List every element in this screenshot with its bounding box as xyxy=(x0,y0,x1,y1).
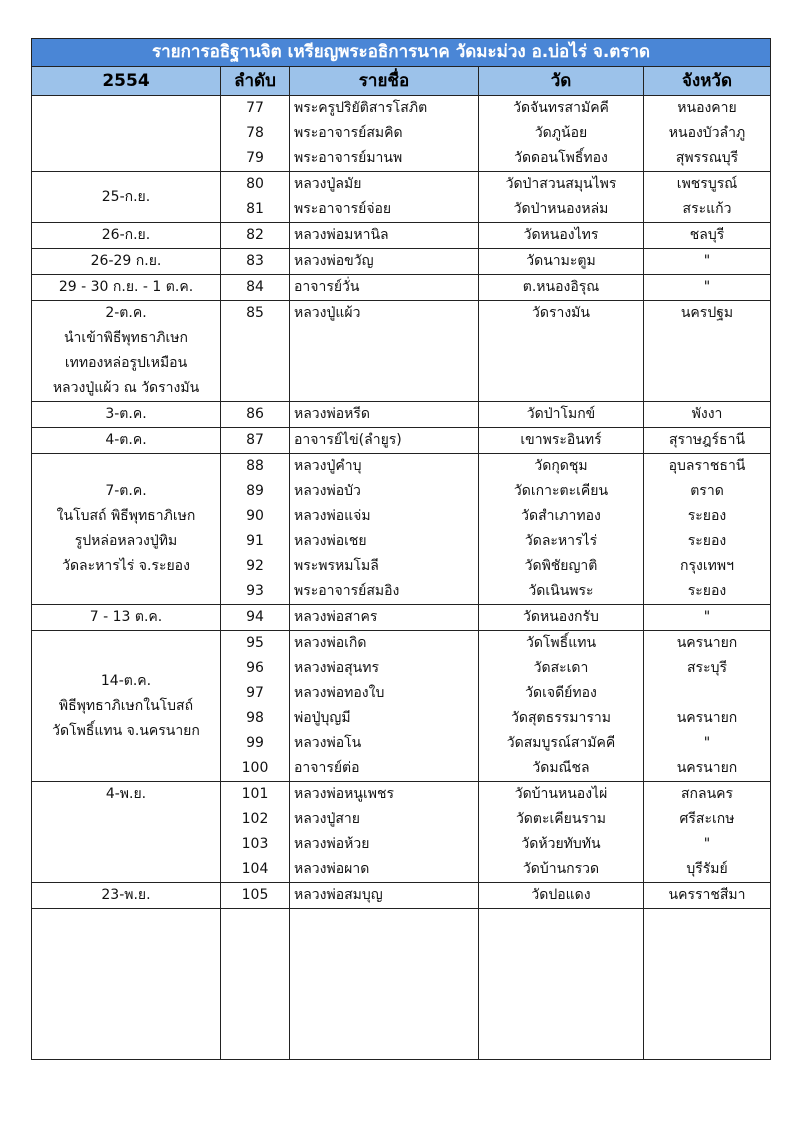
num-line: 82 xyxy=(246,227,264,243)
name-cell xyxy=(290,223,479,249)
name-cell xyxy=(290,631,479,782)
num-line: 100 xyxy=(241,760,269,776)
temple-cell xyxy=(479,96,644,172)
temple-line: วัดมณีชล xyxy=(532,760,590,776)
num-line: 87 xyxy=(246,432,264,448)
name-line: หลวงพ่อสาคร xyxy=(294,609,378,625)
num-line: 77 xyxy=(246,100,264,116)
temple-line: วัดเนินพระ xyxy=(528,583,594,599)
province-line: หนองบัวลำภู xyxy=(668,125,746,141)
province-line: ตราด xyxy=(690,483,724,499)
table-row xyxy=(32,631,771,782)
num-line: 84 xyxy=(246,279,264,295)
temple-cell xyxy=(479,782,644,883)
name-line: หลวงพ่อมหานิล xyxy=(294,227,389,243)
num-line: 83 xyxy=(246,253,264,269)
number-cell xyxy=(221,428,290,454)
num-line: 89 xyxy=(246,483,264,499)
temple-cell xyxy=(479,883,644,909)
temple-line: วัดนามะตูม xyxy=(526,253,596,269)
province-cell xyxy=(644,223,771,249)
num-line: 79 xyxy=(246,150,264,166)
table-row xyxy=(32,301,771,402)
table-row xyxy=(32,96,771,172)
temple-cell xyxy=(479,275,644,301)
num-line: 99 xyxy=(246,735,264,751)
temple-line: วัดโพธิ์แทน xyxy=(525,635,597,651)
date-cell xyxy=(32,96,221,172)
province-cell xyxy=(644,428,771,454)
num-line: 97 xyxy=(246,685,264,701)
table-row xyxy=(32,402,771,428)
province-line: สกลนคร xyxy=(680,786,734,802)
date-cell xyxy=(32,172,221,223)
name-cell xyxy=(290,402,479,428)
name-line: หลวงพ่อแจ่ม xyxy=(294,508,371,524)
temple-line: วัดสะเดา xyxy=(533,660,589,676)
temple-line: วัดป่าหนองหล่ม xyxy=(513,201,609,217)
name-cell xyxy=(290,172,479,223)
province-cell xyxy=(644,454,771,605)
name-line: หลวงพ่อขวัญ xyxy=(294,253,374,269)
empty-cell xyxy=(32,909,221,1060)
date-line: 29 - 30 ก.ย. - 1 ต.ค. xyxy=(58,279,194,295)
date-line: 7 - 13 ต.ค. xyxy=(89,609,163,625)
province-line: สระบุรี xyxy=(687,660,727,676)
date-cell xyxy=(32,223,221,249)
table-row xyxy=(32,883,771,909)
num-line: 90 xyxy=(246,508,264,524)
consecration-table xyxy=(31,38,771,1060)
temple-cell xyxy=(479,631,644,782)
temple-line: วัดเจดีย์ทอง xyxy=(525,685,597,701)
number-cell xyxy=(221,782,290,883)
name-line: พระพรหมโมลี xyxy=(294,558,379,574)
province-line: นครนายก xyxy=(676,760,738,776)
number-cell xyxy=(221,605,290,631)
province-line: หนองคาย xyxy=(677,100,737,116)
date-line: 25-ก.ย. xyxy=(101,188,151,205)
name-line: หลวงปู่สาย xyxy=(294,811,361,827)
province-cell xyxy=(644,249,771,275)
name-line: หลวงพ่อสมบุญ xyxy=(294,887,383,903)
province-line: นครนายก xyxy=(676,635,738,651)
temple-line: วัดรางมัน xyxy=(532,305,590,321)
province-cell xyxy=(644,96,771,172)
temple-line: วัดละหารไร่ xyxy=(524,533,598,549)
name-cell xyxy=(290,782,479,883)
province-line: สุพรรณบุรี xyxy=(675,150,739,166)
name-line: หลวงพ่อหนูเพชร xyxy=(294,786,394,802)
province-cell xyxy=(644,402,771,428)
name-line: หลวงพ่อเกิด xyxy=(294,635,367,651)
name-line: พระอาจารย์สมอิง xyxy=(294,583,400,599)
num-line: 78 xyxy=(246,125,264,141)
temple-cell xyxy=(479,402,644,428)
date-line: วัดโพธิ์แทน จ.นครนายก xyxy=(52,722,200,739)
table-row xyxy=(32,172,771,223)
date-cell xyxy=(32,249,221,275)
name-line: หลวงพ่อบัว xyxy=(294,483,361,499)
temple-line: วัดห้วยทับทัน xyxy=(521,836,601,852)
temple-line: วัดหนองไทร xyxy=(523,227,599,243)
table-row xyxy=(32,782,771,883)
number-cell xyxy=(221,454,290,605)
province-line xyxy=(644,681,770,706)
temple-cell xyxy=(479,223,644,249)
date-line: 26-ก.ย. xyxy=(101,227,151,243)
num-line: 96 xyxy=(246,660,264,676)
date-cell xyxy=(32,782,221,883)
empty-cell xyxy=(479,909,644,1060)
date-line: เททองหล่อรูปเหมือน xyxy=(64,355,188,371)
province-cell xyxy=(644,883,771,909)
province-line: อุบลราชธานี xyxy=(668,458,746,474)
province-line: ระยอง xyxy=(687,508,727,524)
header-num: ลำดับ xyxy=(221,67,290,96)
province-line: สุราษฎร์ธานี xyxy=(668,432,746,448)
number-cell xyxy=(221,402,290,428)
empty-cell xyxy=(644,909,771,1060)
date-line: 26-29 ก.ย. xyxy=(90,253,162,269)
province-line: พังงา xyxy=(691,406,723,422)
date-line: วัดละหารไร่ จ.ระยอง xyxy=(62,558,190,574)
date-cell xyxy=(32,883,221,909)
num-line: 88 xyxy=(246,458,264,474)
province-line: " xyxy=(703,609,711,625)
name-line: หลวงพ่อผาด xyxy=(294,861,370,877)
name-line: หลวงพ่อเชย xyxy=(294,533,367,549)
province-line: กรุงเทพฯ xyxy=(680,558,734,574)
name-cell xyxy=(290,301,479,402)
table-row xyxy=(32,454,771,605)
header-date: 2554 xyxy=(32,67,221,96)
temple-cell xyxy=(479,249,644,275)
temple-line: วัดภูน้อย xyxy=(534,125,588,141)
temple-cell xyxy=(479,301,644,402)
temple-line: วัดหนองกรับ xyxy=(523,609,599,625)
name-cell xyxy=(290,275,479,301)
province-line: นครปฐม xyxy=(680,305,734,321)
province-cell xyxy=(644,605,771,631)
name-cell xyxy=(290,454,479,605)
date-line: 23-พ.ย. xyxy=(101,887,151,903)
num-line: 105 xyxy=(241,887,269,903)
name-line: หลวงพ่อห้วย xyxy=(294,836,370,852)
date-line: หลวงปู่แผ้ว ณ วัดรางมัน xyxy=(52,380,200,396)
name-line: อาจารย์วั่น xyxy=(294,279,360,295)
num-line: 91 xyxy=(246,533,264,549)
num-line: 102 xyxy=(241,811,269,827)
number-cell xyxy=(221,172,290,223)
temple-line: วัดกุดชุม xyxy=(534,458,588,474)
province-cell xyxy=(644,275,771,301)
date-line: นำเข้าพิธีพุทธาภิเษก xyxy=(63,330,188,346)
province-line: " xyxy=(703,836,711,852)
num-line: 104 xyxy=(241,861,269,877)
date-cell xyxy=(32,402,221,428)
date-cell xyxy=(32,275,221,301)
temple-line: วัดสมบูรณ์สามัคคี xyxy=(506,735,616,751)
num-line: 93 xyxy=(246,583,264,599)
temple-line: วัดจันทรสามัคคี xyxy=(513,100,609,116)
name-line: หลวงปู่คำบุ xyxy=(294,458,362,474)
province-line: " xyxy=(703,279,711,295)
name-line: หลวงพ่อโน xyxy=(294,735,362,751)
date-line: 7-ต.ค. xyxy=(105,483,147,499)
temple-line: วัดปอแดง xyxy=(531,887,591,903)
temple-line: วัดพิชัยญาติ xyxy=(524,558,598,574)
table-row xyxy=(32,223,771,249)
name-line: หลวงปู่แผ้ว xyxy=(294,305,361,321)
number-cell xyxy=(221,275,290,301)
name-line: หลวงพ่อหรีด xyxy=(294,406,370,422)
province-line: เพชรบูรณ์ xyxy=(676,176,738,192)
province-line: ชลบุรี xyxy=(689,227,725,243)
name-line: อาจารย์ไข่(ลำยูร) xyxy=(294,432,402,448)
name-line: หลวงปู่ลมัย xyxy=(294,176,362,192)
province-cell xyxy=(644,172,771,223)
name-cell xyxy=(290,96,479,172)
name-cell xyxy=(290,428,479,454)
header-name: รายชื่อ xyxy=(290,67,479,96)
province-line: ศรีสะเกษ xyxy=(679,811,735,827)
table-title: รายการอธิฐานจิต เหรียญพระอธิการนาค วัดมะม่วง อ.บ่อไร่ จ.ตราด xyxy=(32,39,771,67)
number-cell xyxy=(221,223,290,249)
temple-line: วัดป่าโมกข์ xyxy=(526,406,596,422)
date-line: 14-ต.ค. xyxy=(100,672,152,689)
temple-line: ต.หนองอิรุณ xyxy=(522,279,600,295)
name-line: พระครูปริยัติสารโสภิต xyxy=(294,100,428,116)
name-cell xyxy=(290,605,479,631)
temple-line: วัดบ้านกรวด xyxy=(522,861,600,877)
province-line: บุรีรัมย์ xyxy=(686,861,728,877)
temple-line: วัดสำเภาทอง xyxy=(521,508,601,524)
name-cell xyxy=(290,883,479,909)
table-row xyxy=(32,605,771,631)
document xyxy=(31,38,770,1060)
header-province: จังหวัด xyxy=(644,67,771,96)
province-cell xyxy=(644,782,771,883)
num-line: 98 xyxy=(246,710,264,726)
empty-cell xyxy=(221,909,290,1060)
name-line: พ่อปู่บุญมี xyxy=(294,710,351,726)
province-line: " xyxy=(703,253,711,269)
date-cell xyxy=(32,605,221,631)
date-line: 3-ต.ค. xyxy=(105,406,147,422)
name-line: พระอาจารย์มานพ xyxy=(294,150,403,166)
table-row xyxy=(32,249,771,275)
temple-cell xyxy=(479,605,644,631)
province-line: " xyxy=(703,735,711,751)
date-line: พิธีพุทธาภิเษกในโบสถ์ xyxy=(58,697,194,714)
temple-line: วัดสุตธรรมาราม xyxy=(511,710,611,726)
province-cell xyxy=(644,301,771,402)
number-cell xyxy=(221,631,290,782)
number-cell xyxy=(221,883,290,909)
province-line: นครราชสีมา xyxy=(668,887,746,903)
name-line: พระอาจารย์จ่อย xyxy=(294,201,392,217)
province-line: นครนายก xyxy=(676,710,738,726)
table-row xyxy=(32,275,771,301)
name-line: พระอาจารย์สมคิด xyxy=(294,125,403,141)
temple-cell xyxy=(479,172,644,223)
num-line: 92 xyxy=(246,558,264,574)
number-cell xyxy=(221,249,290,275)
num-line: 103 xyxy=(241,836,269,852)
temple-cell xyxy=(479,454,644,605)
name-line: อาจารย์ต่อ xyxy=(294,760,360,776)
temple-line: เขาพระอินทร์ xyxy=(520,432,602,448)
date-cell xyxy=(32,454,221,605)
province-line: ระยอง xyxy=(687,583,727,599)
temple-line: วัดเกาะตะเคียน xyxy=(513,483,609,499)
date-line: รูปหล่อหลวงปู่ทิม xyxy=(74,533,178,549)
date-cell xyxy=(32,428,221,454)
temple-line: วัดบ้านหนองไผ่ xyxy=(514,786,608,802)
num-line: 95 xyxy=(246,635,264,651)
temple-line: วัดดอนโพธิ์ทอง xyxy=(514,150,608,166)
num-line: 85 xyxy=(246,305,264,321)
num-line: 101 xyxy=(241,786,269,802)
num-line: 80 xyxy=(246,176,264,192)
number-cell xyxy=(221,301,290,402)
empty-cell xyxy=(290,909,479,1060)
date-line: 4-พ.ย. xyxy=(105,786,147,802)
name-line: หลวงพ่อสุนทร xyxy=(294,660,380,676)
num-line: 94 xyxy=(246,609,264,625)
date-cell xyxy=(32,301,221,402)
date-line: 2-ต.ค. xyxy=(105,305,147,321)
temple-line: วัดป่าสวนสมุนไพร xyxy=(505,176,617,192)
province-line: สระแก้ว xyxy=(682,201,732,217)
date-line: ในโบสถ์ พิธีพุทธาภิเษก xyxy=(56,508,196,524)
num-line: 86 xyxy=(246,406,264,422)
table-row xyxy=(32,428,771,454)
number-cell xyxy=(221,96,290,172)
province-cell xyxy=(644,631,771,782)
name-line: หลวงพ่อทองใบ xyxy=(294,685,385,701)
date-line: 4-ต.ค. xyxy=(105,432,147,448)
header-temple: วัด xyxy=(479,67,644,96)
temple-line: วัดตะเคียนราม xyxy=(515,811,607,827)
temple-cell xyxy=(479,428,644,454)
province-line: ระยอง xyxy=(687,533,727,549)
date-cell xyxy=(32,631,221,782)
name-cell xyxy=(290,249,479,275)
num-line: 81 xyxy=(246,201,264,217)
empty-row xyxy=(32,909,771,1060)
table-body xyxy=(32,96,771,1060)
